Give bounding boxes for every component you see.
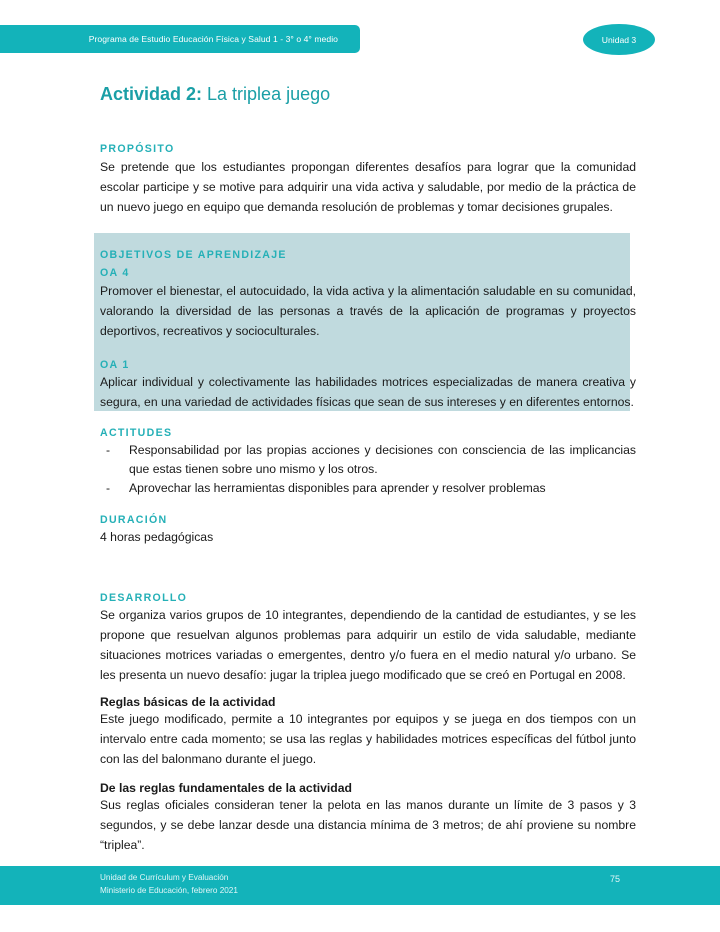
bullet-dash: - [106,443,111,457]
desarrollo-text: Se organiza varios grupos de 10 integrantes, dependiendo de la cantidad de estudiantes, y se les propone que resuelvan algunos problemas para adquirir un estilo de vida saludable, mediante situaciones motrices variadas o emergentes, dentro y/o fuera en el medio natural y/o urbano. Se les presenta un nuevo desafío: jugar la triplea juego modificado que se creó en Portugal en 2008. [100,608,636,682]
header-banner [0,25,360,53]
desarrollo-heading: DESARROLLO [100,592,188,604]
actitudes-heading: ACTITUDES [100,427,173,439]
oa4-code: OA 4 [100,267,130,279]
actitudes-list [100,441,636,498]
oa1-text: Aplicar individual y colectivamente las habilidades motrices especializadas de manera creativa y segura, en una variedad de actividades físicas que sean de sus intereses y en diferentes entornos. [100,375,636,409]
oa1-code: OA 1 [100,359,130,371]
objetivos-heading: OBJETIVOS DE APRENDIZAJE [100,249,287,261]
proposito-text: Se pretende que los estudiantes propongan diferentes desafíos para lograr que la comunidad escolar participe y se motive para adquirir una vida activa y saludable, por medio de la práctica de un nuevo juego en equipo que demanda resolución de problemas y tomar decisiones grupales. [100,160,636,214]
oa4-text: Promover el bienestar, el autocuidado, la vida activa y la alimentación saludable en su comunidad, valorando la diversidad de las personas a través de la aplicación de programas y proyectos deportivos, recreativos y socioculturales. [100,284,636,338]
footer-unit: Unidad de Currículum y Evaluación [100,873,229,882]
reglas-basicas-heading: Reglas básicas de la actividad [100,695,276,709]
activity-number: Actividad 2: [100,84,203,104]
program-title: Programa de Estudio Educación Física y Salud 1 - 3° o 4° medio [88,34,338,44]
footer-ministry: Ministerio de Educación, febrero 2021 [100,886,238,895]
bullet-dash: - [106,481,111,495]
reglas-fundamentales-text: Sus reglas oficiales consideran tener la pelota en las manos durante un límite de 3 pasos y 3 segundos, y se debe lanzar desde una distancia mínima de 3 metros; de ahí proviene su nombre “triplea”. [100,798,636,852]
unit-badge [583,24,655,55]
page-title [100,84,330,105]
actitud-text: Aprovechar las herramientas disponibles para aprender y resolver problemas [129,481,546,495]
duracion-heading: DURACIÓN [100,514,168,526]
list-item [100,479,636,498]
reglas-basicas-text: Este juego modificado, permite a 10 integrantes por equipos y se juega en dos tiempos con un intervalo entre cada momento; se usa las reglas y habilidades motrices específicas del fútbol junto con las del balonmano durante el juego. [100,712,636,766]
proposito-heading: PROPÓSITO [100,143,175,155]
activity-name: La triplea juego [202,84,331,104]
list-item [100,441,636,479]
duracion-text: 4 horas pedagógicas [100,530,214,544]
actitud-text: Responsabilidad por las propias acciones y decisiones con consciencia de las implicancias que estas tienen sobre uno mismo y los otros. [129,443,636,476]
unit-label: Unidad 3 [601,34,637,45]
reglas-fundamentales-heading: De las reglas fundamentales de la actividad [100,781,352,795]
page-number: 75 [610,874,621,884]
